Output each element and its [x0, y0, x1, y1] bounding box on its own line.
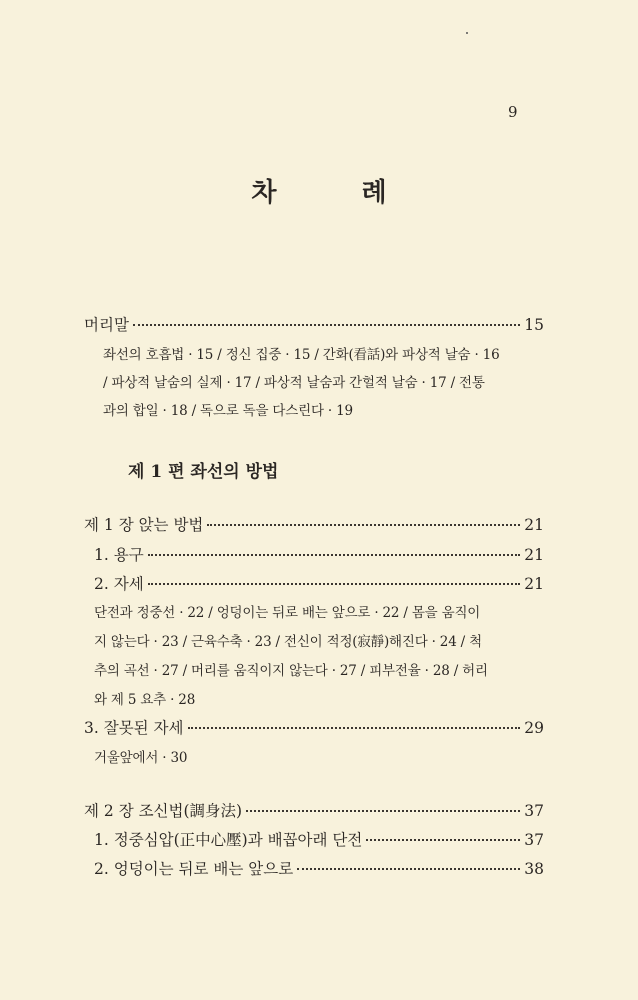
toc-entry-page: 37: [524, 802, 544, 820]
page-number: 9: [508, 103, 518, 121]
toc-entry-section-2-2[interactable]: [94, 857, 544, 879]
ink-speck: [466, 32, 468, 34]
page-title: 차 례: [251, 178, 425, 208]
toc-entry-page: 29: [524, 719, 544, 737]
toc-entry-section-2-1[interactable]: [94, 828, 544, 850]
toc-entry-label: 1. 정중심압(正中心壓)과 배꼽아래 단전: [94, 831, 363, 849]
toc-entry-page: 15: [524, 316, 544, 334]
toc-entry-section-1-1[interactable]: [94, 543, 544, 565]
toc-entry-label: 제 2 장 조신법(調身法): [84, 802, 243, 820]
toc-entry-label: 2. 엉덩이는 뒤로 배는 앞으로: [94, 860, 294, 878]
toc-entry-chapter-2[interactable]: [84, 799, 544, 821]
dot-leader: [366, 839, 520, 841]
part-heading: 제 1 편 좌선의 방법: [128, 462, 279, 482]
dot-leader: [188, 727, 521, 729]
dot-leader: [148, 583, 521, 585]
toc-entry-label: 머리말: [84, 316, 129, 334]
toc-topics-line: 추의 곡선 · 27 / 머리를 움직이지 않는다 · 27 / 피부전율 · 28 / 허리: [94, 663, 488, 679]
toc-topics-line: 지 않는다 · 23 / 근육수축 · 23 / 전신이 적정(寂靜)해진다 · 24 / 척: [94, 634, 482, 650]
toc-entry-label: 2. 자세: [94, 575, 144, 593]
toc-topics-line: / 파상적 날숨의 실제 · 17 / 파상적 날숨과 간헐적 날숨 · 17 / 전통: [103, 375, 485, 391]
toc-topics-line: 와 제 5 요추 · 28: [94, 692, 196, 708]
toc-entry-section-1-3[interactable]: [84, 716, 544, 738]
toc-entry-page: 21: [524, 546, 544, 564]
toc-entry-page: 38: [524, 860, 544, 878]
dot-leader: [133, 324, 520, 326]
toc-topics-line: 거울앞에서 · 30: [94, 750, 188, 766]
toc-entry-label: 3. 잘못된 자세: [84, 719, 184, 737]
dot-leader: [207, 524, 520, 526]
toc-entry-preface[interactable]: [84, 313, 544, 335]
toc-entry-page: 37: [524, 831, 544, 849]
toc-entry-label: 1. 용구: [94, 546, 144, 564]
toc-entry-page: 21: [524, 516, 544, 534]
toc-entry-chapter-1[interactable]: [84, 513, 544, 535]
dot-leader: [246, 810, 520, 812]
toc-entry-page: 21: [524, 575, 544, 593]
dot-leader: [148, 554, 521, 556]
toc-topics-line: 좌선의 호흡법 · 15 / 정신 집중 · 15 / 간화(看話)와 파상적 날숨 · 16: [103, 347, 500, 363]
toc-topics-line: 과의 합일 · 18 / 독으로 독을 다스린다 · 19: [103, 403, 353, 419]
toc-entry-section-1-2[interactable]: [94, 572, 544, 594]
dot-leader: [297, 868, 520, 870]
toc-topics-line: 단전과 정중선 · 22 / 엉덩이는 뒤로 배는 앞으로 · 22 / 몸을 움직이: [94, 605, 481, 621]
toc-entry-label: 제 1 장 앉는 방법: [84, 516, 204, 534]
